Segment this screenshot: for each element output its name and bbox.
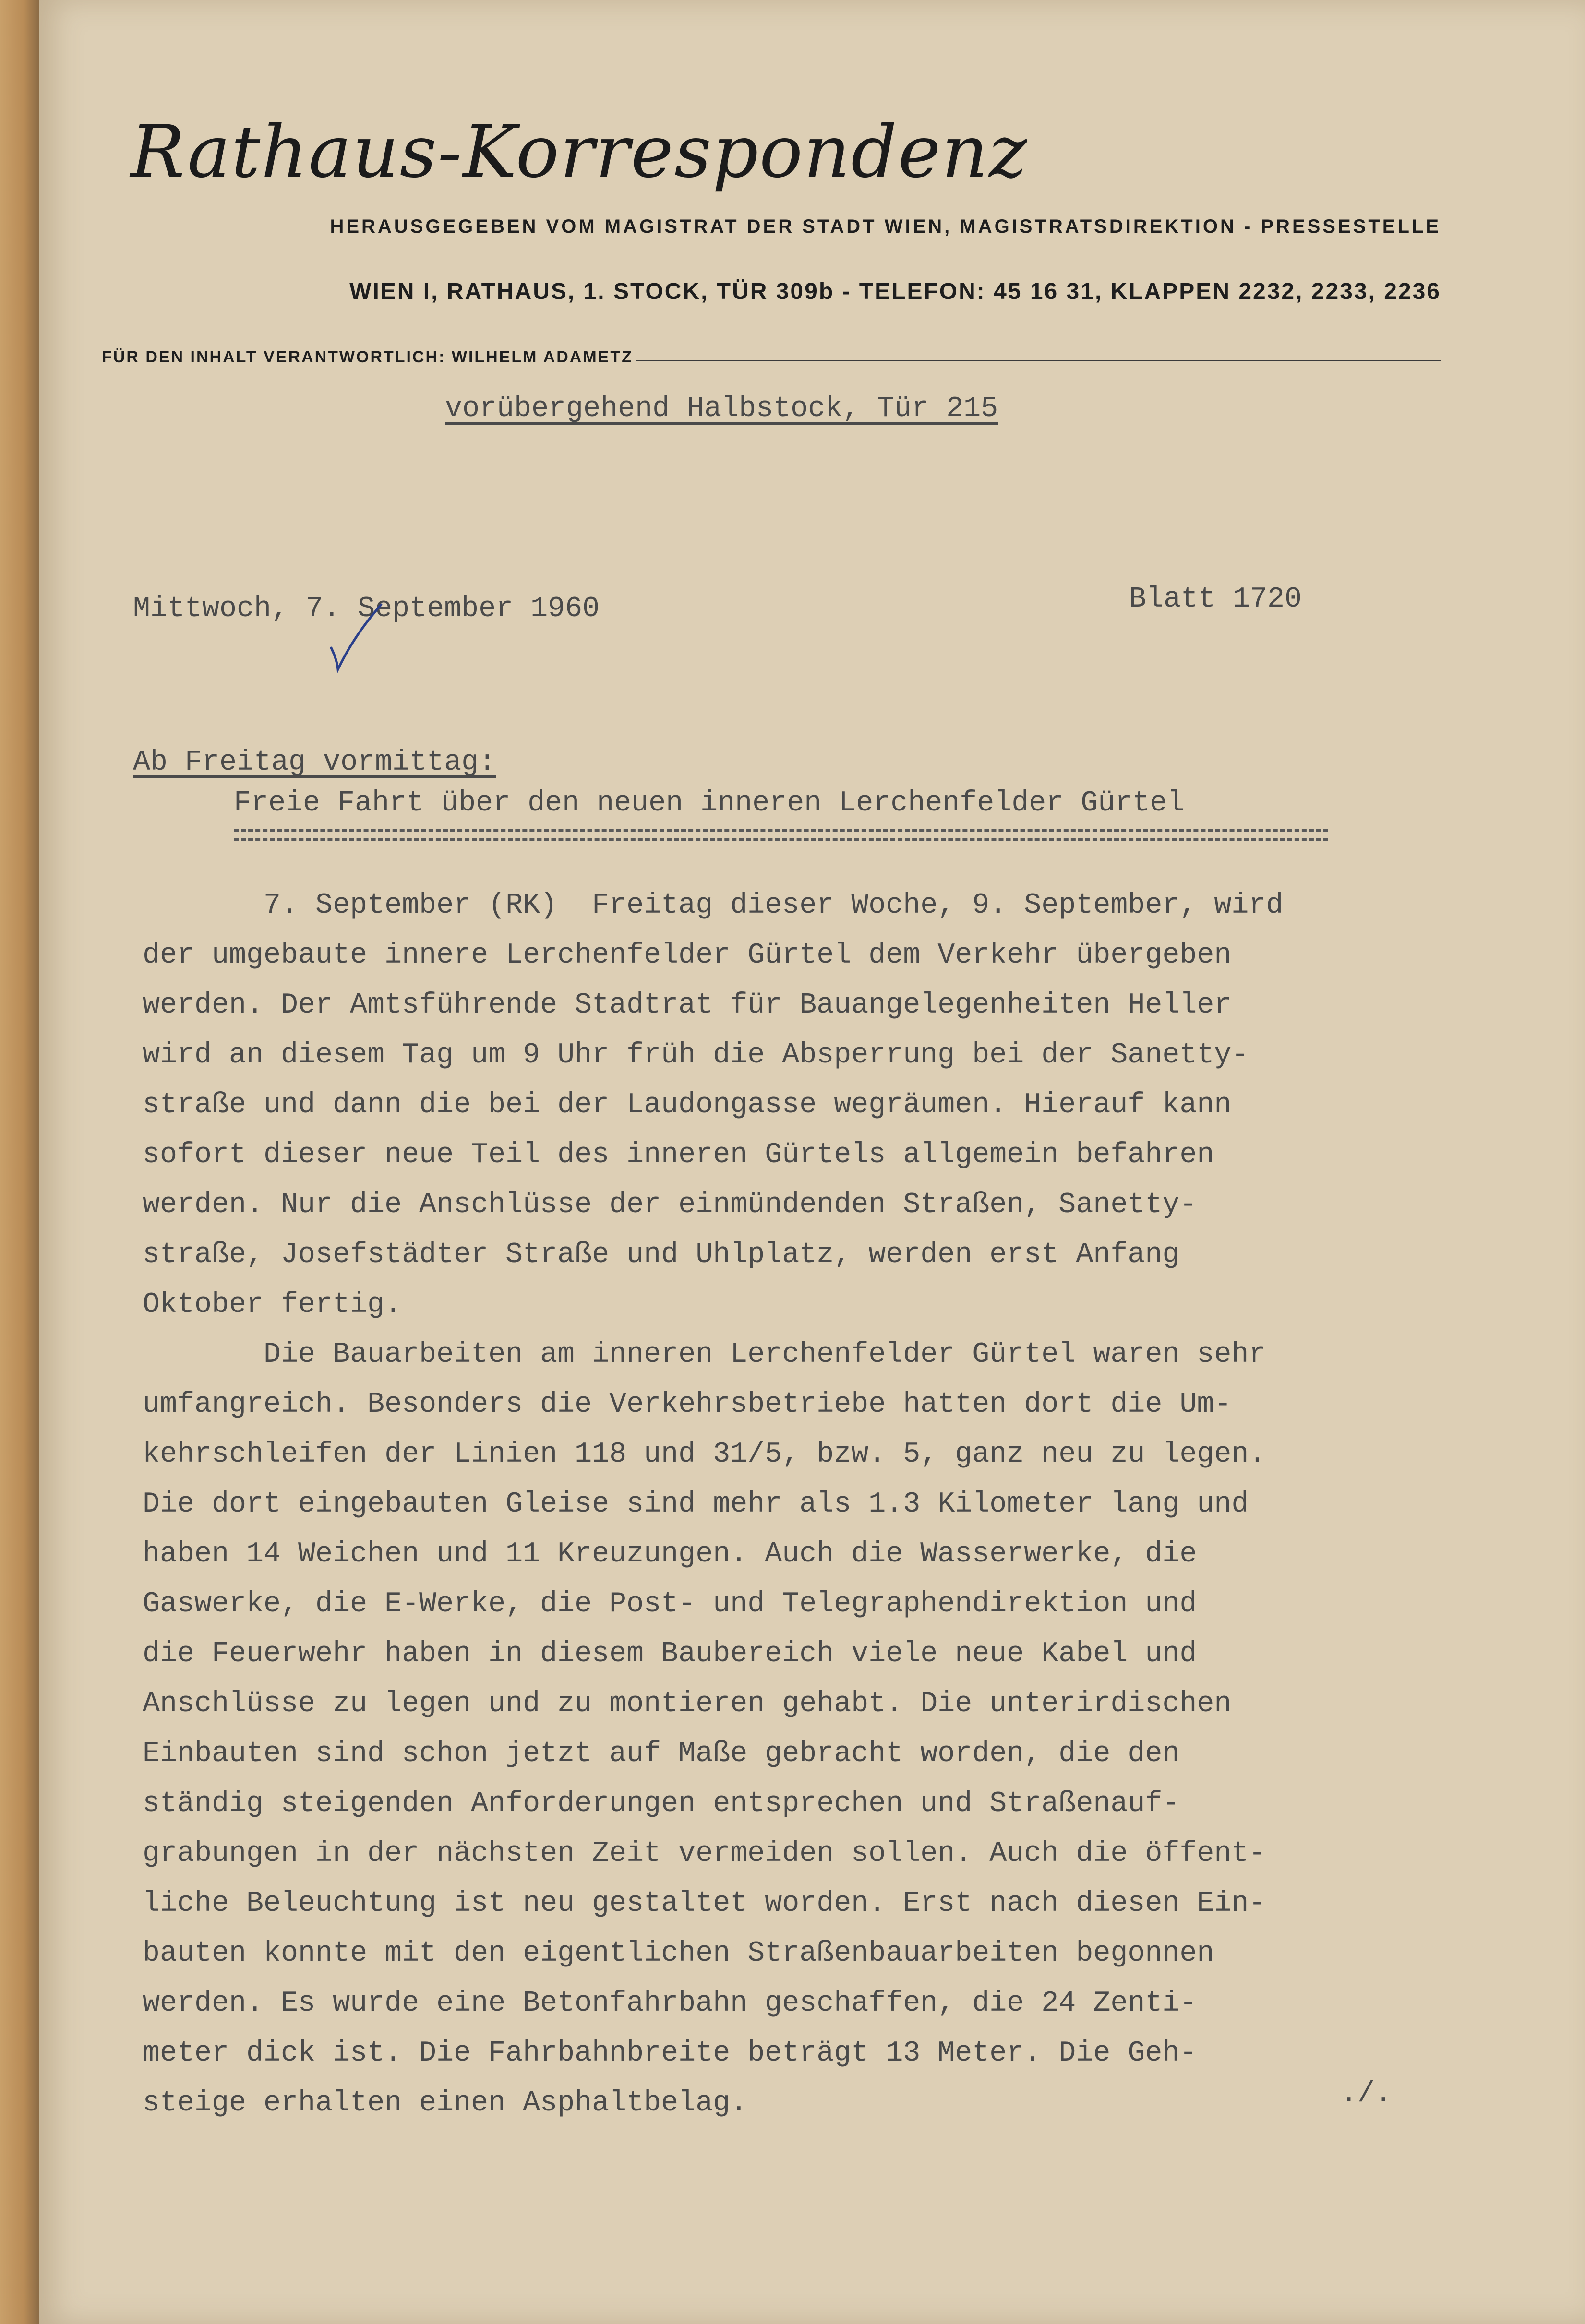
article-kicker: Ab Freitag vormittag: [133,746,496,779]
temporary-address: vorübergehend Halbstock, Tür 215 [445,393,998,425]
publisher-line: HERAUSGEGEBEN VOM MAGISTRAT DER STADT WIEN, MAGISTRATSDIREKTION - PRESSESTELLE [330,216,1441,237]
date-line: Mittwoch, 7. September 1960 [133,593,600,625]
responsible-line [102,348,1441,367]
article-headline: Freie Fahrt über den neuen inneren Lerchenfelder Gürtel [234,787,1185,820]
paragraph-2: Die Bauarbeiten am inneren Lerchenfelder Gürtel waren sehr umfangreich. Besonders die Verkehrsbetriebe hatten dort die Um- kehrschleifen der Linien 118 und 31/5, bzw. 5, ganz neu zu legen. Die dort eingebauten Gleise sind mehr als 1.3 Kilometer lang und haben 14 Weichen und 11 Kreuzungen. Auch die Wasserwerke, die Gaswerke, die E-Werke, die Post- und Telegraphendirektion und die Feuerwehr haben in diesem Baubereich viele neue Kabel und Anschlüsse zu legen und zu montieren gehabt. Die unterirdischen Einbauten sind schon jetzt auf Maße gebracht worden, die den ständig steigenden Anforderungen entsprechen und Straßenauf- grabungen in der nächsten Zeit vermeiden sollen. Auch die öffent- liche Beleuchtung ist neu gestaltet worden. Erst nach diesen Ein- bauten konnte mit den eigentlichen Straßenbauarbeiten begonnen werden. Es wurde eine Betonfahrbahn geschaffen, die 24 Zenti- meter dick ist. Die Fahrbahnbreite beträgt 13 Meter. Die Geh- steige erhalten einen Asphaltbelag. [143,1338,1266,2120]
binding-edge [0,0,39,2324]
continuation-mark: ./. [1340,2078,1393,2110]
document-page [39,0,1585,2324]
handwritten-checkmark-icon [327,602,385,674]
responsible-text: FÜR DEN INHALT VERANTWORTLICH: WILHELM ADAMETZ [102,348,633,366]
article-body [143,881,1439,2128]
address-line: WIEN I, RATHAUS, 1. STOCK, TÜR 309b - TELEFON: 45 16 31, KLAPPEN 2232, 2233, 2236 [349,279,1441,304]
letterhead-rule [636,360,1441,361]
masthead-title: Rathaus-Korrespondenz [131,110,1028,194]
headline-double-rule [234,829,1328,841]
sheet-number: Blatt 1720 [1129,583,1302,616]
paragraph-1: 7. September (RK) Freitag dieser Woche, 9. September, wird der umgebaute innere Lerchenfelder Gürtel dem Verkehr übergeben werden. Der Amtsführende Stadtrat für Bauangelegenheiten Heller wird an diesem Tag um 9 Uhr früh die Absperrung bei der Sanetty- straße und dann die bei der Laudongasse wegräumen. Hierauf kann sofort dieser neue Teil des inneren Gürtels allgemein befahren werden. Nur die Anschlüsse der einmündenden Straßen, Sanetty- straße, Josefstädter Straße und Uhlplatz, werden erst Anfang Oktober fertig. [143,889,1284,1321]
